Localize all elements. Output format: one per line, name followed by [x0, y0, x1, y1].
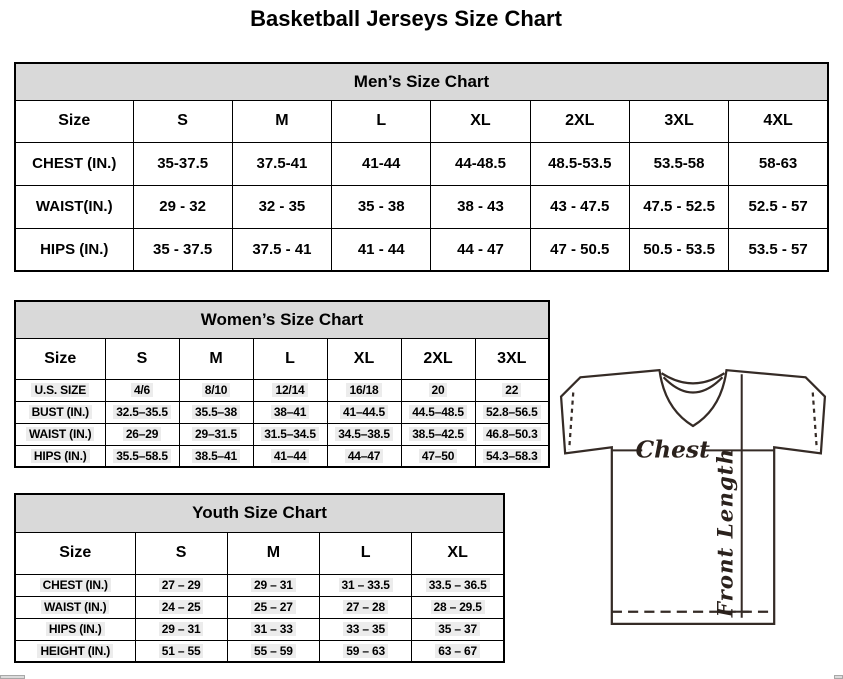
- size-cell: 33.5 – 36.5: [412, 574, 504, 596]
- womens-size-chart-section: [14, 300, 550, 468]
- size-cell: 29–31.5: [179, 423, 253, 445]
- size-cell: 28 – 29.5: [412, 596, 504, 618]
- size-cell: 35 – 37: [412, 618, 504, 640]
- table-row-hips: [15, 445, 549, 467]
- youth-table-title: Youth Size Chart: [15, 494, 504, 532]
- row-label: WAIST (IN.): [15, 423, 105, 445]
- size-cell: 38.5–41: [179, 445, 253, 467]
- column-header: S: [133, 100, 232, 142]
- table-row-hips: [15, 618, 504, 640]
- womens-size-table: [14, 300, 550, 468]
- row-label: CHEST (IN.): [15, 574, 135, 596]
- size-cell: 41–44: [253, 445, 327, 467]
- size-cell: 35 - 38: [332, 185, 431, 228]
- youth-size-table: [14, 493, 505, 663]
- size-cell: 27 – 29: [135, 574, 227, 596]
- size-cell: 12/14: [253, 379, 327, 401]
- size-label-cell: Size: [15, 338, 105, 379]
- table-row-waist: [15, 423, 549, 445]
- size-cell: 4/6: [105, 379, 179, 401]
- row-label: HIPS (IN.): [15, 618, 135, 640]
- size-cell: 48.5-53.5: [530, 142, 629, 185]
- size-cell: 31 – 33.5: [320, 574, 412, 596]
- size-cell: 26–29: [105, 423, 179, 445]
- row-label: BUST (IN.): [15, 401, 105, 423]
- size-cell: 38 - 43: [431, 185, 530, 228]
- size-label-cell: Size: [15, 100, 133, 142]
- mens-size-chart-section: [14, 62, 829, 272]
- size-cell: 46.8–50.3: [475, 423, 549, 445]
- size-cell: 47.5 - 52.5: [629, 185, 728, 228]
- row-label: HIPS (IN.): [15, 228, 133, 271]
- size-cell: 38.5–42.5: [401, 423, 475, 445]
- womens-header-row: [15, 338, 549, 379]
- column-header: S: [135, 532, 227, 574]
- row-label: CHEST (IN.): [15, 142, 133, 185]
- size-cell: 53.5-58: [629, 142, 728, 185]
- size-cell: 44 - 47: [431, 228, 530, 271]
- size-label-cell: Size: [15, 532, 135, 574]
- column-header: 2XL: [530, 100, 629, 142]
- column-header: 3XL: [475, 338, 549, 379]
- size-cell: 44-48.5: [431, 142, 530, 185]
- size-cell: 41 - 44: [332, 228, 431, 271]
- size-cell: 37.5 - 41: [232, 228, 331, 271]
- youth-header-row: [15, 532, 504, 574]
- jersey-outline: [561, 370, 825, 624]
- column-header: XL: [431, 100, 530, 142]
- size-cell: 54.3–58.3: [475, 445, 549, 467]
- size-cell: 35.5–58.5: [105, 445, 179, 467]
- table-row-chest: [15, 142, 828, 185]
- size-cell: 41–44.5: [327, 401, 401, 423]
- size-cell: 20: [401, 379, 475, 401]
- size-cell: 24 – 25: [135, 596, 227, 618]
- column-header: 4XL: [729, 100, 828, 142]
- size-cell: 53.5 - 57: [729, 228, 828, 271]
- size-cell: 41-44: [332, 142, 431, 185]
- column-header: 3XL: [629, 100, 728, 142]
- column-header: M: [227, 532, 319, 574]
- table-row-hips: [15, 228, 828, 271]
- size-cell: 32 - 35: [232, 185, 331, 228]
- size-cell: 51 – 55: [135, 640, 227, 662]
- column-header: M: [179, 338, 253, 379]
- size-cell: 35 - 37.5: [133, 228, 232, 271]
- table-row-waist: [15, 185, 828, 228]
- size-cell: 16/18: [327, 379, 401, 401]
- horizontal-scrollbar-right-fragment[interactable]: [834, 675, 843, 679]
- size-cell: 47–50: [401, 445, 475, 467]
- size-cell: 44–47: [327, 445, 401, 467]
- womens-table-title: Women’s Size Chart: [15, 301, 549, 338]
- chest-label: Chest: [635, 435, 710, 464]
- column-header: L: [332, 100, 431, 142]
- column-header: L: [253, 338, 327, 379]
- mens-size-table: [14, 62, 829, 272]
- column-header: XL: [412, 532, 504, 574]
- size-cell: 35-37.5: [133, 142, 232, 185]
- column-header: S: [105, 338, 179, 379]
- column-header: 2XL: [401, 338, 475, 379]
- size-cell: 8/10: [179, 379, 253, 401]
- row-label: HEIGHT (IN.): [15, 640, 135, 662]
- size-cell: 52.8–56.5: [475, 401, 549, 423]
- table-row-us-size: [15, 379, 549, 401]
- row-label: U.S. SIZE: [15, 379, 105, 401]
- size-cell: 31 – 33: [227, 618, 319, 640]
- size-cell: 34.5–38.5: [327, 423, 401, 445]
- collar-rib-arc-outer: [662, 373, 725, 383]
- jersey-measurement-diagram: [556, 362, 830, 629]
- size-cell: 50.5 - 53.5: [629, 228, 728, 271]
- size-cell: 55 – 59: [227, 640, 319, 662]
- size-cell: 38–41: [253, 401, 327, 423]
- size-cell: 32.5–35.5: [105, 401, 179, 423]
- table-row-height: [15, 640, 504, 662]
- youth-size-chart-section: [14, 493, 505, 663]
- size-cell: 35.5–38: [179, 401, 253, 423]
- size-cell: 22: [475, 379, 549, 401]
- size-cell: 27 – 28: [320, 596, 412, 618]
- table-row-waist: [15, 596, 504, 618]
- size-cell: 47 - 50.5: [530, 228, 629, 271]
- row-label: HIPS (IN.): [15, 445, 105, 467]
- size-cell: 59 – 63: [320, 640, 412, 662]
- size-cell: 31.5–34.5: [253, 423, 327, 445]
- size-cell: 37.5-41: [232, 142, 331, 185]
- horizontal-scrollbar-left-button[interactable]: [0, 675, 25, 679]
- size-cell: 58-63: [729, 142, 828, 185]
- page-title: Basketball Jerseys Size Chart: [250, 6, 562, 31]
- size-cell: 29 – 31: [227, 574, 319, 596]
- size-cell: 63 – 67: [412, 640, 504, 662]
- mens-header-row: [15, 100, 828, 142]
- size-cell: 44.5–48.5: [401, 401, 475, 423]
- row-label: WAIST (IN.): [15, 596, 135, 618]
- front-length-label: Front Length: [713, 447, 739, 618]
- column-header: XL: [327, 338, 401, 379]
- size-cell: 43 - 47.5: [530, 185, 629, 228]
- size-cell: 25 – 27: [227, 596, 319, 618]
- size-cell: 52.5 - 57: [729, 185, 828, 228]
- column-header: M: [232, 100, 331, 142]
- column-header: L: [320, 532, 412, 574]
- row-label: WAIST(IN.): [15, 185, 133, 228]
- mens-table-title: Men’s Size Chart: [15, 63, 828, 100]
- table-row-chest: [15, 574, 504, 596]
- size-cell: 33 – 35: [320, 618, 412, 640]
- size-cell: 29 - 32: [133, 185, 232, 228]
- table-row-bust: [15, 401, 549, 423]
- size-cell: 29 – 31: [135, 618, 227, 640]
